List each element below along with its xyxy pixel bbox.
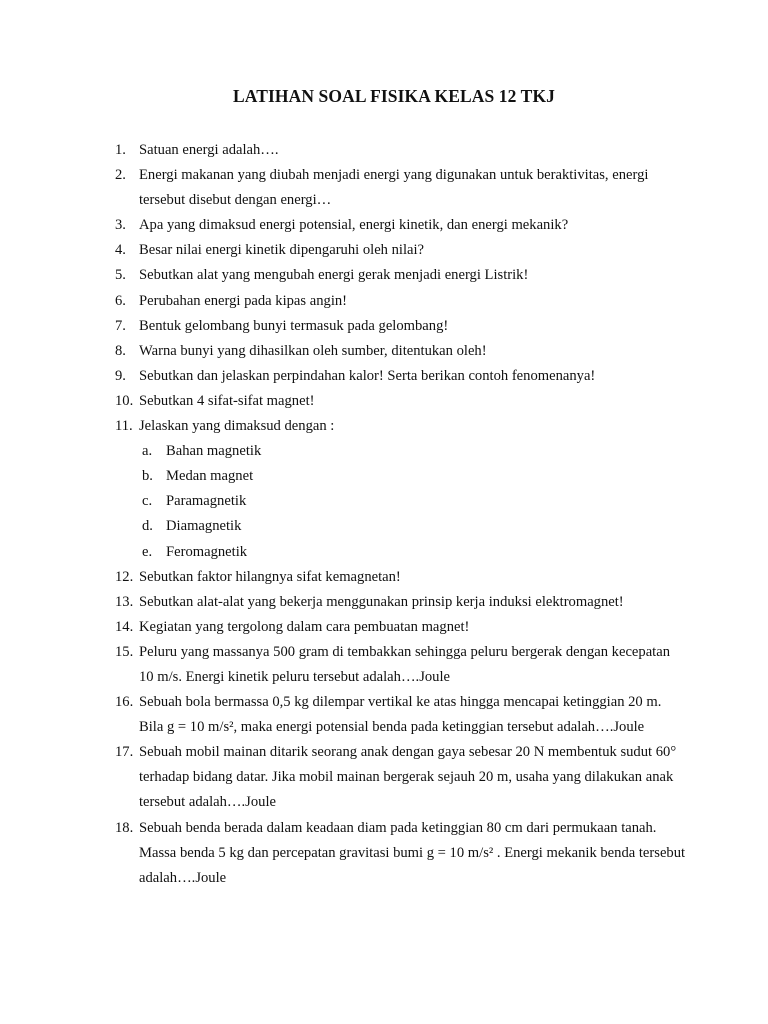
question-item (0, 740, 768, 815)
question-number: 14. (115, 618, 134, 635)
sub-question-item (139, 464, 688, 489)
question-item (0, 339, 768, 364)
question-number: 11. (115, 418, 133, 435)
question-text: Sebutkan alat-alat yang bekerja menggunakan prinsip kerja induksi elektromagnet! (139, 593, 624, 610)
question-number: 16. (115, 694, 134, 711)
question-text: Energi makanan yang diubah menjadi energi yang digunakan untuk beraktivitas, energi tersebut disebut dengan energi… (139, 167, 649, 209)
question-text: Satuan energi adalah…. (139, 142, 279, 158)
sub-question-text: Bahan magnetik (166, 443, 262, 460)
question-item (0, 389, 768, 414)
question-item (0, 615, 768, 640)
question-text: Jelaskan yang dimaksud dengan : (139, 418, 335, 435)
question-item (0, 590, 768, 615)
question-text: Besar nilai energi kinetik dipengaruhi oleh nilai? (139, 242, 425, 259)
question-item (0, 138, 768, 163)
question-item (0, 640, 768, 690)
question-item (0, 238, 768, 263)
question-text: Sebuah benda berada dalam keadaan diam pada ketinggian 80 cm dari permukaan tanah. Massa benda 5 kg dan percepatan gravitasi bumi g = 10 m/s² . Energi mekanik benda tersebut adalah….Joule (139, 819, 686, 886)
question-text: Perubahan energi pada kipas angin! (139, 292, 348, 309)
question-text: Apa yang dimaksud energi potensial, energi kinetik, dan energi mekanik? (139, 217, 569, 234)
question-number: 8. (115, 342, 126, 359)
question-text: Warna bunyi yang dihasilkan oleh sumber, ditentukan oleh! (139, 342, 487, 359)
question-number: 3. (115, 217, 126, 234)
sub-question-letter: b. (142, 468, 153, 485)
sub-question-letter: c. (142, 493, 153, 510)
question-item (0, 289, 768, 314)
sub-question-item (139, 540, 688, 565)
question-number: 10. (115, 392, 134, 409)
question-number: 5. (115, 267, 126, 284)
question-number: 4. (115, 242, 126, 259)
sub-question-list (139, 439, 688, 564)
sub-question-letter: a. (142, 443, 153, 460)
question-item (0, 414, 768, 565)
question-item (0, 816, 768, 891)
sub-question-letter: d. (142, 518, 153, 535)
question-item (0, 163, 768, 213)
question-text: Peluru yang massanya 500 gram di tembakkan sehingga peluru bergerak dengan kecepatan 10 m/s. Energi kinetik peluru tersebut adalah….Joule (139, 643, 671, 685)
question-item (0, 364, 768, 389)
question-number: 6. (115, 292, 126, 309)
sub-question-text: Diamagnetik (166, 518, 242, 535)
question-item (0, 213, 768, 238)
question-number: 1. (115, 142, 126, 158)
question-text: Sebuah mobil mainan ditarik seorang anak dengan gaya sebesar 20 N membentuk sudut 60° terhadap bidang datar. Jika mobil mainan bergerak sejauh 20 m, usaha yang dilakukan anak tersebut adalah….Joule (139, 744, 677, 811)
sub-question-text: Paramagnetik (166, 493, 247, 510)
sub-question-text: Feromagnetik (166, 543, 248, 560)
question-number: 17. (115, 744, 134, 761)
question-item (0, 690, 768, 740)
question-text: Bentuk gelombang bunyi termasuk pada gelombang! (139, 317, 449, 334)
question-text: Sebuah bola bermassa 0,5 kg dilempar vertikal ke atas hingga mencapai ketinggian 20 m. Bila g = 10 m/s², maka energi potensial benda pada ketinggian tersebut adalah….Joule (139, 694, 662, 736)
question-item (0, 565, 768, 590)
sub-question-letter: e. (142, 543, 153, 560)
question-number: 7. (115, 317, 126, 334)
sub-question-item (139, 514, 688, 539)
question-text: Sebutkan faktor hilangnya sifat kemagnetan! (139, 568, 401, 585)
question-text: Sebutkan alat yang mengubah energi gerak menjadi energi Listrik! (139, 267, 529, 284)
document-title: LATIHAN SOAL FISIKA KELAS 12 TKJ (232, 86, 556, 106)
question-text: Sebutkan dan jelaskan perpindahan kalor! Serta berikan contoh fenomenanya! (139, 367, 596, 384)
sub-question-item (139, 439, 688, 464)
question-list (0, 138, 768, 891)
question-number: 13. (115, 593, 134, 610)
question-number: 2. (115, 167, 126, 184)
question-number: 12. (115, 568, 134, 585)
sub-question-item (139, 489, 688, 514)
sub-question-text: Medan magnet (166, 468, 254, 485)
question-number: 15. (115, 643, 134, 660)
question-text: Kegiatan yang tergolong dalam cara pembuatan magnet! (139, 618, 470, 635)
question-number: 9. (115, 367, 126, 384)
question-text: Sebutkan 4 sifat-sifat magnet! (139, 392, 315, 409)
question-number: 18. (115, 819, 134, 836)
question-item (0, 314, 768, 339)
question-item (0, 263, 768, 288)
